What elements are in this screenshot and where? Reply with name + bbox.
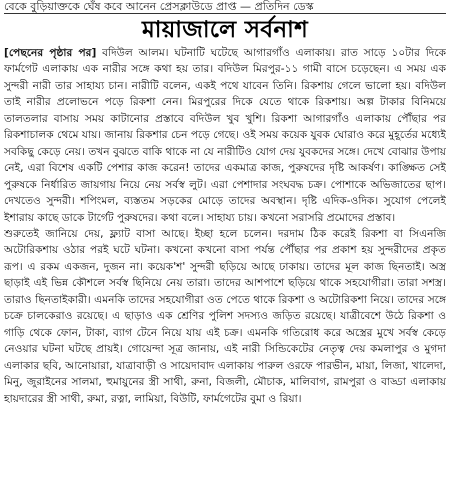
article-paragraph (4, 226, 446, 407)
continued-label: [পেছনের পৃষ্ঠার পর] (4, 47, 97, 59)
top-divider (4, 13, 446, 14)
previous-article-tail: বেকে বুড়িয়াক্তকে ঘেঁষ কবে আনেন প্রেসক্লাউডে প্রাপ্ত — প্রতিদিন ডেস্ক (4, 0, 314, 13)
paragraph-text: শুরুতেই জানিয়ে দেয়, ফ্ল্যাট বাসা আছে। ইচ্ছা হলে চলেন। দরদাম ঠিক করেই রিকশা বা সিএনজি অটোরিকশায় ওঠার পরই ঘটে ঘটনা। কখনো কখনো বাসা পর্যন্ত পৌঁছার পর প্রকাশ হয় সুন্দরীদের প্রকৃত রূপ। এ রকম একজন, দুজন না। কয়েক'শ' সুন্দরী ছড়িয়ে আছে ঢাকায়। তাদের মূল কাজ ছিনতাই। অস্ত্র ছাড়াই এই ভিন্ন কৌশলে সর্বস্ব ছিনিয়ে নেয় তারা। তাদের আশপাশে ছড়িয়ে থাকে সহযোগীরা। তারা সশস্ত্র। তারাও ছিনতাইকারী। এমনকি তাদের সহযোগীরা ওত পেতে থাকে রিকশা ও অটোরিকশা নিয়ে। তাদের সঙ্গে চক্রে চালকেরাও রয়েছে। এ ছাড়াও এক শ্রেণির পুলিশ সদস্যও জড়িত রয়েছে। যাত্রীবেশে উঠে রিকশা ও গাড়ি থেকে ফোন, টাকা, ব্যাগ টেনে নিয়ে যায় এই চক্র। এমনকি গতিরোধ করে অস্ত্রের মুখে সর্বস্ব কেড়ে নেওয়ার ঘটনা ঘটছে প্রায়ই। গোয়েন্দা সূত্র জানায়, এই নারী সিন্ডিকেটের নেতৃত্ব দেয় কমলাপুর ও মুগদা এলাকার ছবি, আনোয়ারা, যাত্রাবাড়ী ও সায়েদাবাদ এলাকায় পারুল ওরফে পারভীন, মায়া, লিজা, খালেদা, মিনু, জুরাইনের সালমা, হুমায়ুনের স্ত্রী সাথী, রুনা, বিজলী, মৌচাক, মালিবাগ, রামপুরা ও বাড্ডা এলাকায় হায়দারের স্ত্রী সাথী, রুমা, রত্না, লামিয়া, বিউটি, ফার্মগেটের বুমা ও রিয়া। (4, 227, 446, 405)
article-body (4, 45, 446, 482)
article-paragraph (4, 45, 446, 226)
article-headline: মায়াজালে সর্বনাশ (142, 17, 308, 43)
paragraph-text: বদিউল আলম। ঘটনাটি ঘটেছে আগারগাঁও এলাকায়। রাত সাড়ে ১০টার দিকে ফার্মগেট এলাকায় এক নারীর সঙ্গে কথা হয় তার। বদিউল মিরপুর-১১ গামী বাসে চড়েছেন। এ সময় এক সুন্দরী নারী তার সাহায্য চান। নারীটি বলেন, একই পথে যাবেন তিনি। রিকশায় গেলে ভালো হয়। বদিউল তাই নারীর প্রলোভনে পড়ে রিকশা নেন। মিরপুরের দিকে যেতে থাকে রিকশায়। অল্প টাকার বিনিময়ে তালতলার বাসায় সময় কাটানোর প্রস্তাবে বদিউল খুব খুশি। রিকশা আগারগাঁও এলাকায় পৌঁছার পর রিকশাচালক থেমে যায়। জানায় রিকশার চেন পড়ে গেছে। ওই সময় কয়েক যুবক ঘোরাও করে মুহূর্তের মধ্যেই সবকিছু কেড়ে নেয়। তখন বুঝতে বাকি থাকে না যে নারীটিও যোগ দেয় যুবকদের সঙ্গে। দেখে বোঝার উপায় নেই, এরা বিশেষ একটি পেশার কাজ করেন! তাদের একমাত্র কাজ, পুরুষদের দৃষ্টি আকর্ষণ। কাঙ্ক্ষিত সেই পুরুষকে নির্ধারিত জায়গায় নিয়ে নেয় সর্বস্ব লুট। এরা পেশাদার সংঘবদ্ধ চক্র। পোশাকে অভিজাতের ছাপ। দেখতেও সুন্দরী। শপিংমল, ব্যস্ততম সড়কের মোড়ে তাদের অবস্থান। দৃষ্টি এদিক-ওদিক। সুযোগ পেলেই ইশারায় কাছে ডাকে টার্গেট পুরুষদের। কথা বলে। সাহায্য চায়। কখনো সরাসরি প্রমোদের প্রস্তাব। (4, 47, 446, 224)
